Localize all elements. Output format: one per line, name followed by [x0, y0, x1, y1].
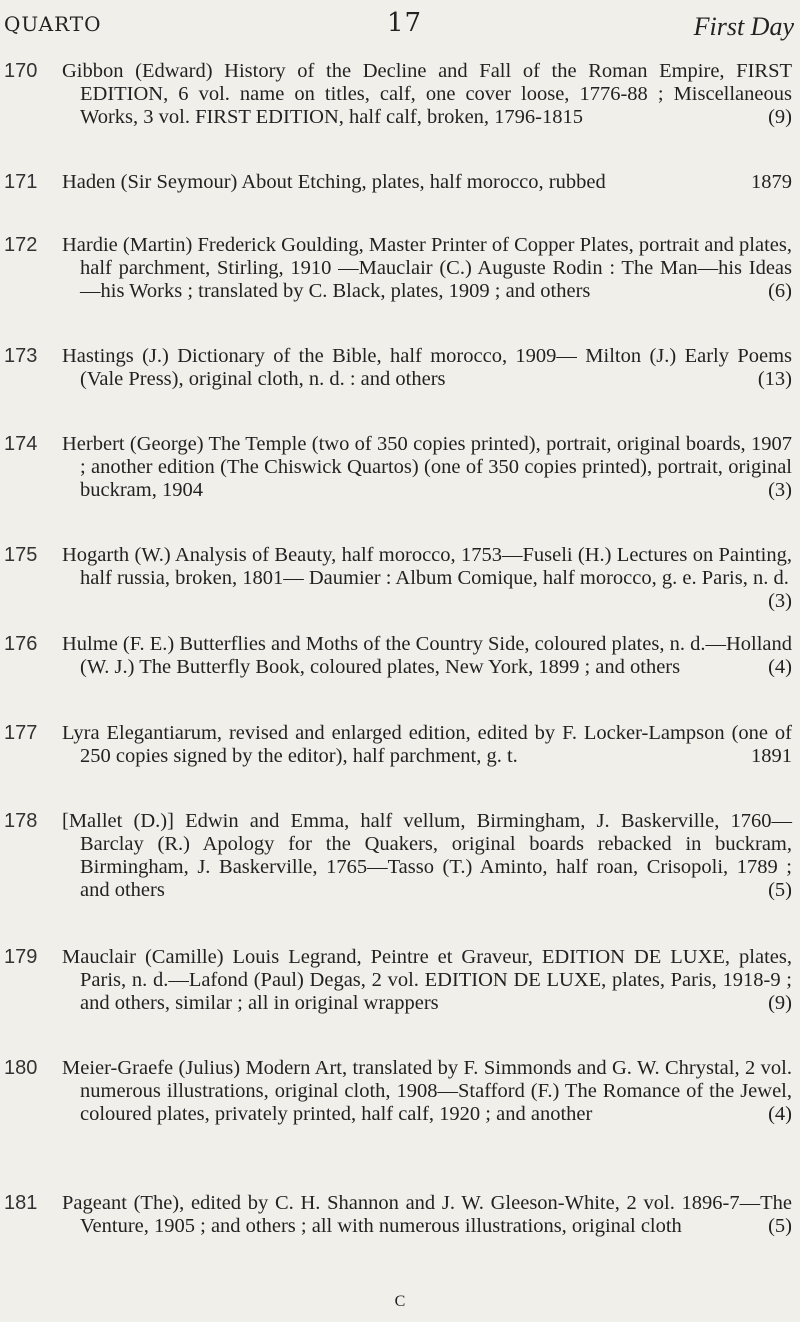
page-number: 17	[387, 8, 423, 38]
header-section: QUARTO	[4, 12, 102, 36]
lot-number: 172	[4, 234, 38, 256]
lot-description: Hogarth (W.) Analysis of Beauty, half morocco, 1753—Fuseli (H.) Lectures on Painting, half russia, broken, 1801— Daumier : Album Comique, half morocco, g. e. Paris, n. d.	[62, 544, 792, 589]
lot-description: Lyra Elegantiarum, revised and enlarged edition, edited by F. Locker-Lampson (one of 250 copies signed by the editor), half parchment, g. t.	[62, 722, 792, 767]
lot-quantity: (4)	[768, 1103, 792, 1125]
lot-number: 180	[4, 1057, 38, 1079]
lot-description: [Mallet (D.)] Edwin and Emma, half vellum, Birmingham, J. Baskerville, 1760—Barclay (R.) Apology for the Quakers, original boards rebacked in buckram, Birmingham, J. Baskerville, 1765—Tasso (T.) Aminto, half roan, Crisopoli, 1789 ; and others	[62, 810, 792, 901]
lot-description: Gibbon (Edward) History of the Decline and Fall of the Roman Empire, FIRST EDITION, 6 vol. name on titles, calf, one cover loose, 1776-88 ; Miscellaneous Works, 3 vol. FIRST EDITION, half calf, broken, 1796-1815	[62, 60, 792, 128]
lot-description: Mauclair (Camille) Louis Legrand, Peintre et Graveur, EDITION DE LUXE, plates, Paris, n. d.—Lafond (Paul) Degas, 2 vol. EDITION DE LUXE, plates, Paris, 1918-9 ; and others, similar ; all in original wrappers	[62, 946, 792, 1014]
lot-quantity: (9)	[768, 106, 792, 128]
lot-number: 178	[4, 810, 38, 832]
lot-quantity: 1879	[751, 171, 792, 193]
lot-quantity: (5)	[768, 1215, 792, 1237]
lot-quantity: 1891	[751, 745, 792, 767]
page-header	[4, 8, 794, 42]
lot-number: 179	[4, 946, 38, 968]
lot-number: 177	[4, 722, 38, 744]
lot-quantity: (13)	[757, 368, 792, 390]
lot-description: Hardie (Martin) Frederick Goulding, Master Printer of Copper Plates, portrait and plates, half parchment, Stirling, 1910 —Mauclair (C.) Auguste Rodin : The Man—his Ideas—his Works ; translated by C. Black, plates, 1909 ; and others	[62, 234, 792, 302]
lot-number: 181	[4, 1192, 38, 1214]
lot-number: 175	[4, 544, 38, 566]
lot-quantity: (3)	[768, 479, 792, 501]
lot-number: 173	[4, 345, 38, 367]
lot-description: Hulme (F. E.) Butterflies and Moths of the Country Side, coloured plates, n. d.—Holland (W. J.) The Butterfly Book, coloured plates, New York, 1899 ; and others	[62, 633, 792, 678]
lot-number: 171	[4, 171, 38, 193]
lot-number: 174	[4, 433, 38, 455]
lot-quantity: (6)	[768, 280, 792, 302]
lot-description: Haden (Sir Seymour) About Etching, plates, half morocco, rubbed	[62, 171, 606, 193]
lot-quantity: (4)	[768, 656, 792, 678]
lot-description: Herbert (George) The Temple (two of 350 copies printed), portrait, original boards, 1907 ; another edition (The Chiswick Quartos) (one of 350 copies printed), portrait, original buckram, 1904	[62, 433, 792, 501]
lot-quantity: (9)	[768, 992, 792, 1014]
lot-description: Meier-Graefe (Julius) Modern Art, translated by F. Simmonds and G. W. Chrystal, 2 vol. numerous illustrations, original cloth, 1908—Stafford (F.) The Romance of the Jewel, coloured plates, privately printed, half calf, 1920 ; and another	[62, 1057, 792, 1125]
lot-quantity: (5)	[768, 879, 792, 901]
lot-description: Hastings (J.) Dictionary of the Bible, half morocco, 1909— Milton (J.) Early Poems (Vale Press), original cloth, n. d. : and others	[62, 345, 792, 390]
lot-description: Pageant (The), edited by C. H. Shannon and J. W. Gleeson-White, 2 vol. 1896-7—The Venture, 1905 ; and others ; all with numerous illustrations, original cloth	[62, 1192, 792, 1237]
header-day: First Day	[693, 12, 794, 41]
signature-mark: C	[394, 1293, 406, 1310]
lot-number: 170	[4, 60, 38, 82]
lot-quantity: (3)	[768, 590, 792, 612]
lot-number: 176	[4, 633, 38, 655]
